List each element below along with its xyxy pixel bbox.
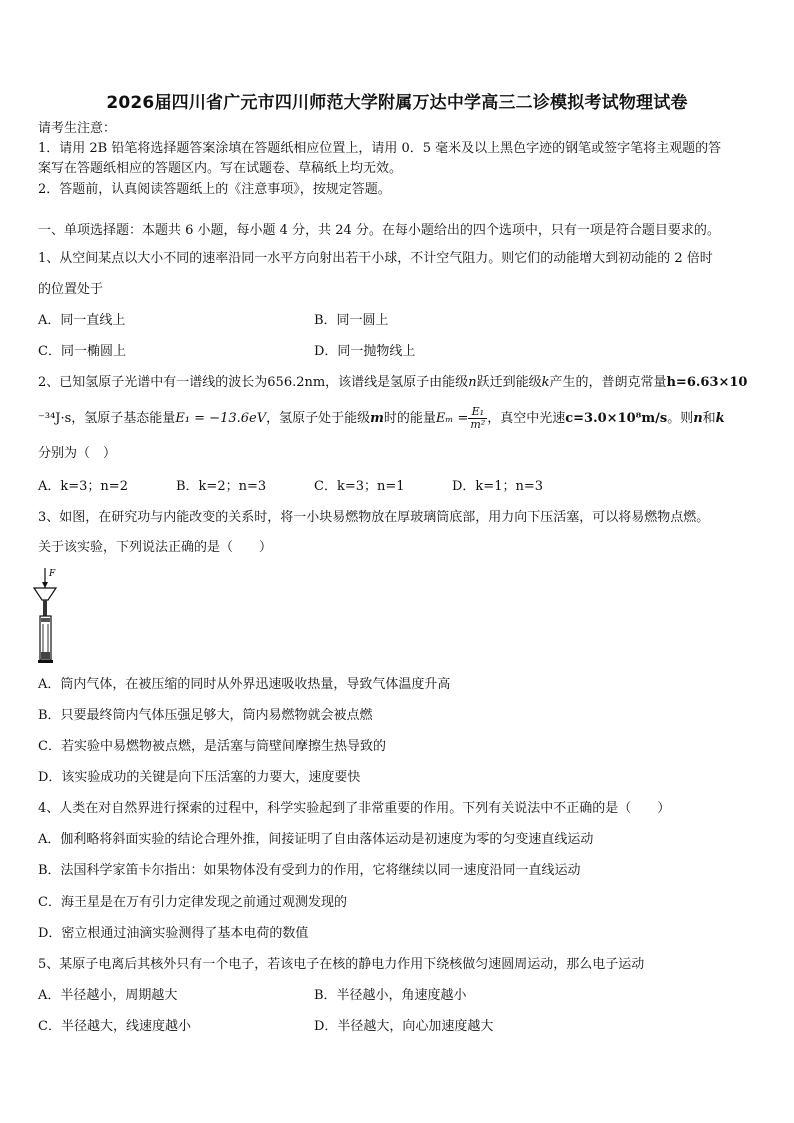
- var-n-2: n: [693, 411, 703, 426]
- energy-fraction: [468, 406, 487, 431]
- force-label: F: [49, 569, 56, 579]
- question-4-option-d: D．密立根通过油滴实验测得了基本电荷的数值: [38, 926, 309, 941]
- level-energy-formula: Eₘ =: [435, 411, 469, 426]
- question-2-stem: [38, 374, 747, 392]
- question-4-stem: 4、人类在对自然界进行探索的过程中，科学实验起到了非常重要的作用。下列有关说法中不正确的是（ ）: [38, 801, 671, 816]
- question-2-text-h: 。则: [667, 411, 694, 426]
- question-3-option-a: A．筒内气体，在被压缩的同时从外界迅速吸收热量，导致气体温度升高: [38, 677, 451, 692]
- question-2-and: 和: [702, 411, 716, 426]
- question-2-stem-end: 分别为（ ）: [38, 446, 117, 461]
- page-title: 2026届四川省广元市四川师范大学附属万达中学高三二诊模拟考试物理试卷: [106, 93, 688, 113]
- section-heading: 一、单项选择题：本题共 6 小题，每小题 4 分，共 24 分。在每小题给出的四个选项中，只有一项是符合题目要求的。: [38, 223, 720, 238]
- question-1-option-d: D．同一抛物线上: [314, 344, 416, 359]
- var-k-2: k: [715, 411, 725, 426]
- question-2-text-b: 跃迁到能级: [476, 375, 542, 390]
- question-5-option-c: C．半径越大，线速度越小: [38, 1019, 191, 1034]
- question-2-option-d: D．k=1；n=3: [452, 479, 544, 494]
- question-3-stem-cont: 关于该实验，下列说法正确的是（ ）: [38, 540, 273, 555]
- var-m: m: [370, 411, 384, 426]
- var-n: n: [468, 375, 477, 390]
- question-3-option-c: C．若实验中易燃物被点燃，是活塞与筒壁间摩擦生热导致的: [38, 739, 386, 754]
- notice-item-1-cont: 案写在答题纸相应的答题区内。写在试题卷、草稿纸上均无效。: [38, 161, 403, 176]
- notice-item-1: 1．请用 2B 铅笔将选择题答案涂填在答题纸相应位置上，请用 0．5 毫米及以上黑色字迹的钢笔或签字笔将主观题的答: [38, 141, 722, 156]
- question-2-option-b: B．k=2；n=3: [176, 479, 267, 494]
- question-5-stem: 5、某原子电离后其核外只有一个电子，若该电子在核的静电力作用下绕核做匀速圆周运动，那么电子运动: [38, 957, 645, 972]
- question-4-option-c: C．海王星是在万有引力定律发现之前通过观测发现的: [38, 895, 347, 910]
- question-4-option-a: A．伽利略将斜面实验的结论合理外推，间接证明了自由落体运动是初速度为零的匀变速直线运动: [38, 832, 594, 847]
- question-1-option-c: C．同一椭圆上: [38, 344, 126, 359]
- question-2-option-a: A．k=3；n=2: [38, 479, 128, 494]
- question-2-text-g: ，真空中光速: [487, 411, 566, 426]
- var-k: k: [541, 375, 550, 390]
- question-2-text-a: 2、已知氢原子光谱中有一谱线的波长为656.2nm，该谱线是氢原子由能级: [38, 375, 469, 390]
- question-3-stem: 3、如图，在研究功与内能改变的关系时，将一小块易燃物放在厚玻璃筒底部，用力向下压活塞，可以将易燃物点燃。: [38, 510, 710, 525]
- question-2-text-c: 产生的，普朗克常量: [549, 375, 667, 390]
- question-1-stem: 1、从空间某点以大小不同的速率沿同一水平方向射出若干小球，不计空气阻力。则它们的动能增大到初动能的 2 倍时: [38, 251, 713, 266]
- question-5-option-a: A．半径越小，周期越大: [38, 988, 178, 1003]
- question-5-option-b: B．半径越小，角速度越小: [314, 988, 467, 1003]
- planck-constant: h=6.63×10: [666, 375, 748, 390]
- fraction-denominator: m²: [470, 418, 486, 431]
- piston-cylinder-figure: [30, 566, 64, 666]
- question-2-text-d: ⁻³⁴J·s，氢原子基态能量: [38, 411, 176, 426]
- fraction-numerator: E₁: [468, 406, 487, 419]
- light-speed: c=3.0×10⁸m/s: [565, 411, 668, 426]
- question-1-option-b: B．同一圆上: [314, 313, 389, 328]
- question-2-text-e: ，氢原子处于能级: [266, 411, 371, 426]
- question-2-text-f: 时的能量: [383, 411, 436, 426]
- question-5-option-d: D．半径越大，向心加速度越大: [314, 1019, 494, 1034]
- notice-header: 请考生注意：: [38, 121, 117, 136]
- question-4-option-b: B．法国科学家笛卡尔指出：如果物体没有受到力的作用，它将继续以同一速度沿同一直线运动: [38, 863, 581, 878]
- ground-state-energy: E₁ = −13.6eV: [175, 411, 267, 426]
- question-1-stem-cont: 的位置处于: [38, 282, 104, 297]
- question-1-option-a: A．同一直线上: [38, 313, 126, 328]
- question-3-option-b: B．只要最终筒内气体压强足够大，筒内易燃物就会被点燃: [38, 708, 373, 723]
- question-2-stem-cont: [38, 406, 725, 431]
- question-2-option-c: C．k=3；n=1: [314, 479, 405, 494]
- question-3-option-d: D．该实验成功的关键是向下压活塞的力要大，速度要快: [38, 770, 361, 785]
- notice-item-2: 2．答题前，认真阅读答题纸上的《注意事项》，按规定答题。: [38, 182, 391, 197]
